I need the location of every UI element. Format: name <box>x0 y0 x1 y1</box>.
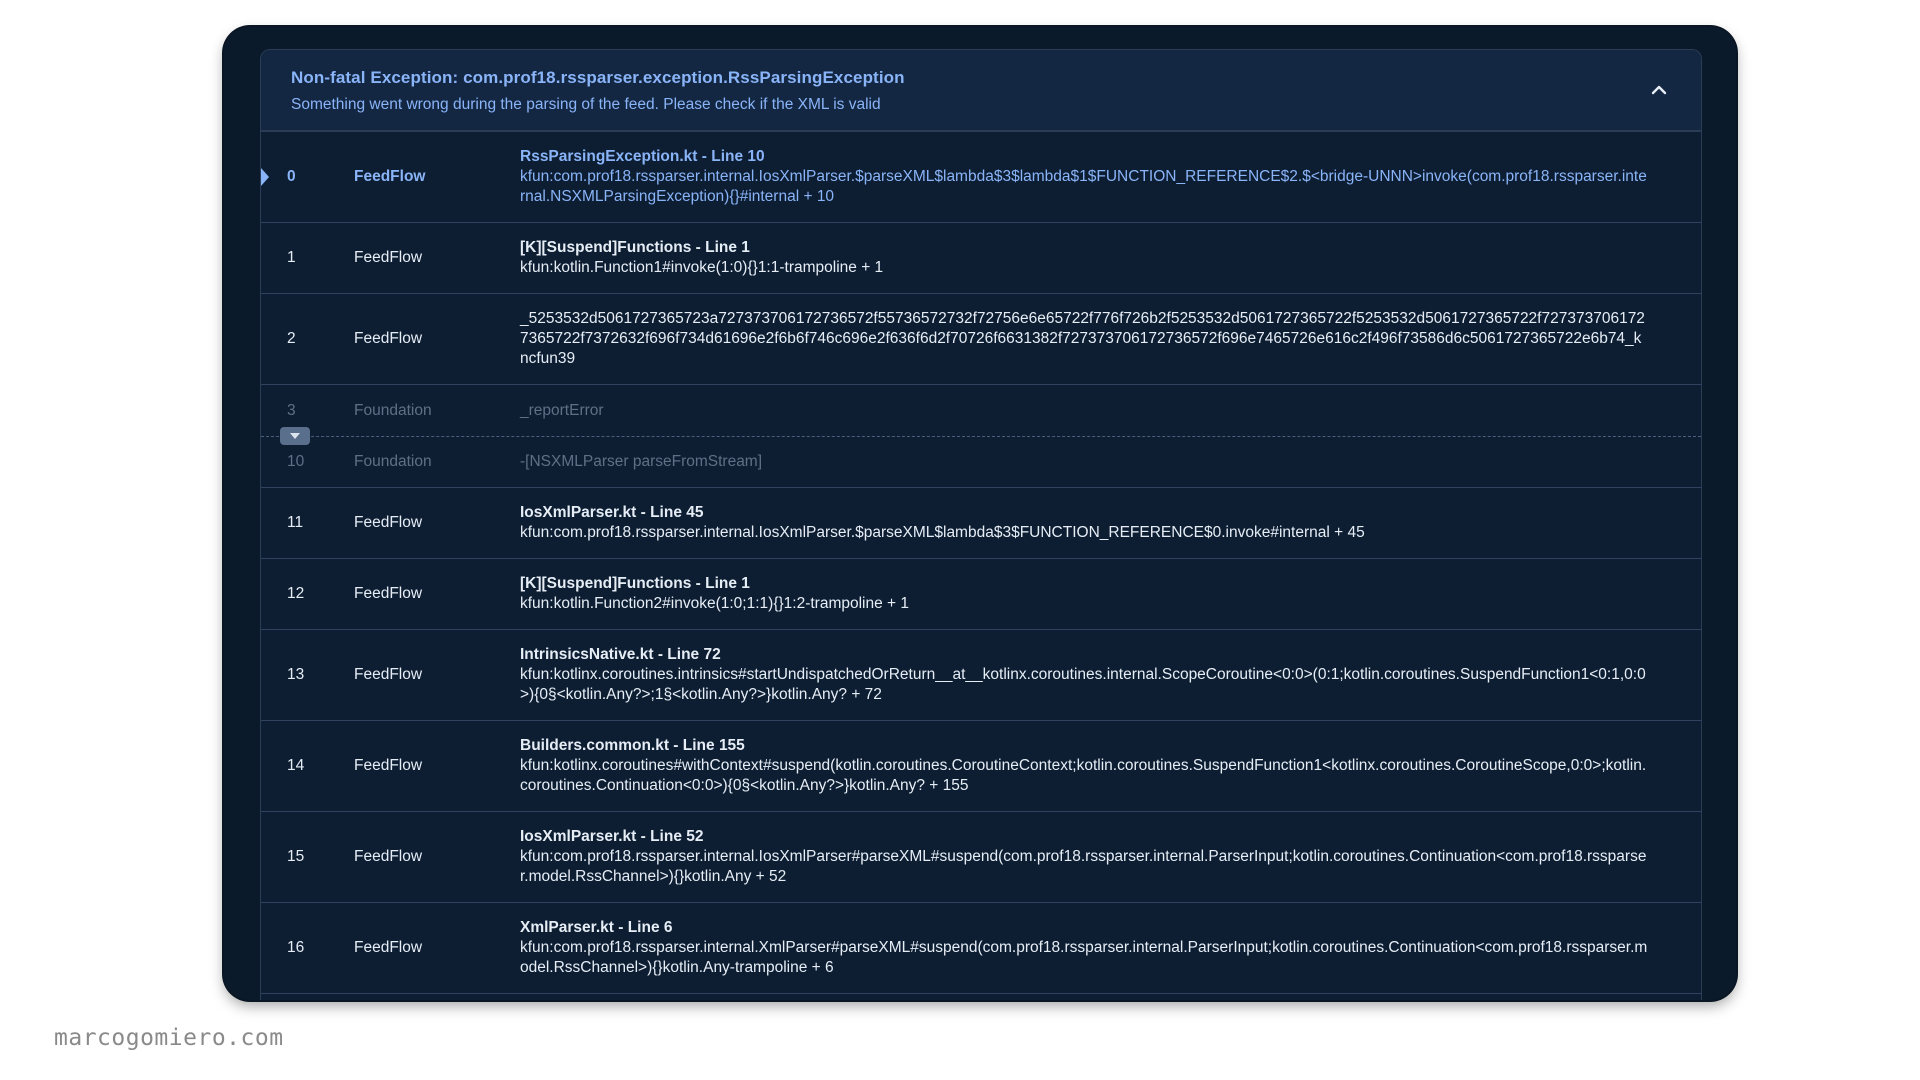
frame-library: FeedFlow <box>354 757 423 774</box>
frame-description <box>520 452 1650 472</box>
frame-index: 13 <box>287 666 305 683</box>
frame-library: FeedFlow <box>354 939 423 956</box>
frame-index: 11 <box>287 514 304 531</box>
frame-index: 12 <box>287 585 305 602</box>
exception-title: Non-fatal Exception: com.prof18.rssparser.exception.RssParsingException <box>291 68 905 87</box>
stack-frame-row[interactable] <box>261 721 1701 812</box>
frame-description <box>520 503 1650 543</box>
stack-frame-row[interactable] <box>261 903 1701 994</box>
stack-frame-row[interactable] <box>261 559 1701 630</box>
frame-detail: -[NSXMLParser parseFromStream] <box>520 453 763 470</box>
frame-library: Foundation <box>354 453 432 470</box>
frame-library: FeedFlow <box>354 168 426 185</box>
stack-frame-row[interactable] <box>261 294 1701 385</box>
frame-title: [K][Suspend]Functions - Line 1 <box>520 575 750 592</box>
frame-detail: kfun:kotlin.Function1#invoke(1:0){}1:1-trampoline + 1 <box>520 259 884 276</box>
stack-frame-row[interactable] <box>261 630 1701 721</box>
frame-detail: kfun:com.prof18.rssparser.internal.IosXmlParser.$parseXML$lambda$3$lambda$1$FUNCTION_REFERENCE$2.$<bridge-UNNN>invoke(com.prof18.rssparser.internal.NSXMLParsingException){}#internal + 10 <box>520 168 1647 205</box>
frame-detail: kfun:kotlin.Function2#invoke(1:0;1:1){}1:2-trampoline + 1 <box>520 595 910 612</box>
frame-title: RssParsingException.kt - Line 10 <box>520 148 765 165</box>
frame-library: Foundation <box>354 401 432 419</box>
frame-index: 14 <box>287 757 305 774</box>
frame-title: IosXmlParser.kt - Line 45 <box>520 504 704 521</box>
frame-index: 0 <box>287 168 296 185</box>
frame-detail: kfun:com.prof18.rssparser.internal.IosXmlParser#parseXML#suspend(com.prof18.rssparser.internal.ParserInput;kotlin.coroutines.Continuation<com.prof18.rssparser.model.RssChannel>){}kotlin.Any + 52 <box>520 848 1647 885</box>
frame-library: FeedFlow <box>354 666 423 683</box>
app-window <box>224 27 1736 1000</box>
stack-frame-row[interactable] <box>261 385 1701 436</box>
frame-index: 2 <box>287 330 296 347</box>
frame-detail: kfun:kotlinx.coroutines#withContext#suspend(kotlin.coroutines.CoroutineContext;kotlin.coroutines.SuspendFunction1<kotlinx.coroutines.CoroutineScope,0:0>;kotlin.coroutines.Continuation<0:0>){0§<kotlin.Any?>}kotlin.Any? + 155 <box>520 757 1647 794</box>
frame-index: 3 <box>287 401 296 419</box>
frame-detail: _5253532d5061727365723a727373706172736572f55736572732f72756e6e65722f776f726b2f5253532d5061727365722f5253532d5061727365722f7273737061727365722f7372632f696f734d61696e2f6b6f746c696e2f636f6d2f70726f6631382f727373706172736572f696e7465726e616c2f496f73586d6c5061727365722e6b74_kncfun39 <box>520 310 1645 367</box>
frame-description <box>520 736 1650 796</box>
frame-library: FeedFlow <box>354 514 423 531</box>
frame-library: FeedFlow <box>354 330 423 347</box>
frame-description <box>520 147 1650 207</box>
frame-title: Builders.common.kt - Line 155 <box>520 737 745 754</box>
frame-title: IosXmlParser.kt - Line 52 <box>520 828 704 845</box>
frame-library: FeedFlow <box>354 585 423 602</box>
frame-detail: _reportError <box>520 401 604 419</box>
stack-frame-row[interactable] <box>261 132 1701 223</box>
frame-title: IntrinsicsNative.kt - Line 72 <box>520 646 721 663</box>
frame-detail: kfun:com.prof18.rssparser.internal.XmlParser#parseXML#suspend(com.prof18.rssparser.internal.ParserInput;kotlin.coroutines.Continuation<com.prof18.rssparser.model.RssChannel>){}kotlin.Any-trampoline + 6 <box>520 939 1648 976</box>
frame-description <box>520 238 1650 278</box>
stack-frame-row[interactable] <box>261 223 1701 294</box>
frame-detail: kfun:com.prof18.rssparser.internal.IosXmlParser.$parseXML$lambda$3$FUNCTION_REFERENCE$0.invoke#internal + 45 <box>520 524 1365 541</box>
stacktrace-panel <box>260 49 1702 1000</box>
exception-header[interactable] <box>261 50 1701 132</box>
frame-description <box>520 645 1650 705</box>
caret-right-icon <box>261 168 269 186</box>
stack-frame-row[interactable] <box>261 437 1701 488</box>
frame-index: 10 <box>287 453 305 470</box>
frame-index: 15 <box>287 848 305 865</box>
frame-title: XmlParser.kt - Line 6 <box>520 919 673 936</box>
site-watermark: marcogomiero.com <box>54 1025 284 1051</box>
frame-description <box>520 309 1650 369</box>
stack-frame-row[interactable] <box>261 812 1701 903</box>
frame-title: [K][Suspend]Functions - Line 1 <box>520 239 750 256</box>
frame-description <box>520 918 1650 978</box>
frame-description <box>520 574 1650 614</box>
frame-description <box>520 827 1650 887</box>
frame-index: 1 <box>287 249 296 266</box>
frame-index: 16 <box>287 939 305 956</box>
frame-detail: kfun:kotlinx.coroutines.intrinsics#startUndispatchedOrReturn__at__kotlinx.coroutines.internal.ScopeCoroutine<0:0>(0:1;kotlin.coroutines.SuspendFunction1<0:1,0:0>){0§<kotlin.Any?>;1§<kotlin.Any?>}kotlin.Any? + 72 <box>520 666 1646 703</box>
chevron-up-icon[interactable] <box>1647 78 1671 102</box>
frame-library: FeedFlow <box>354 848 423 865</box>
frame-library: FeedFlow <box>354 249 423 266</box>
frame-description <box>520 401 1650 421</box>
exception-message: Something went wrong during the parsing of the feed. Please check if the XML is valid <box>291 96 881 113</box>
stack-frame-row[interactable] <box>261 488 1701 559</box>
